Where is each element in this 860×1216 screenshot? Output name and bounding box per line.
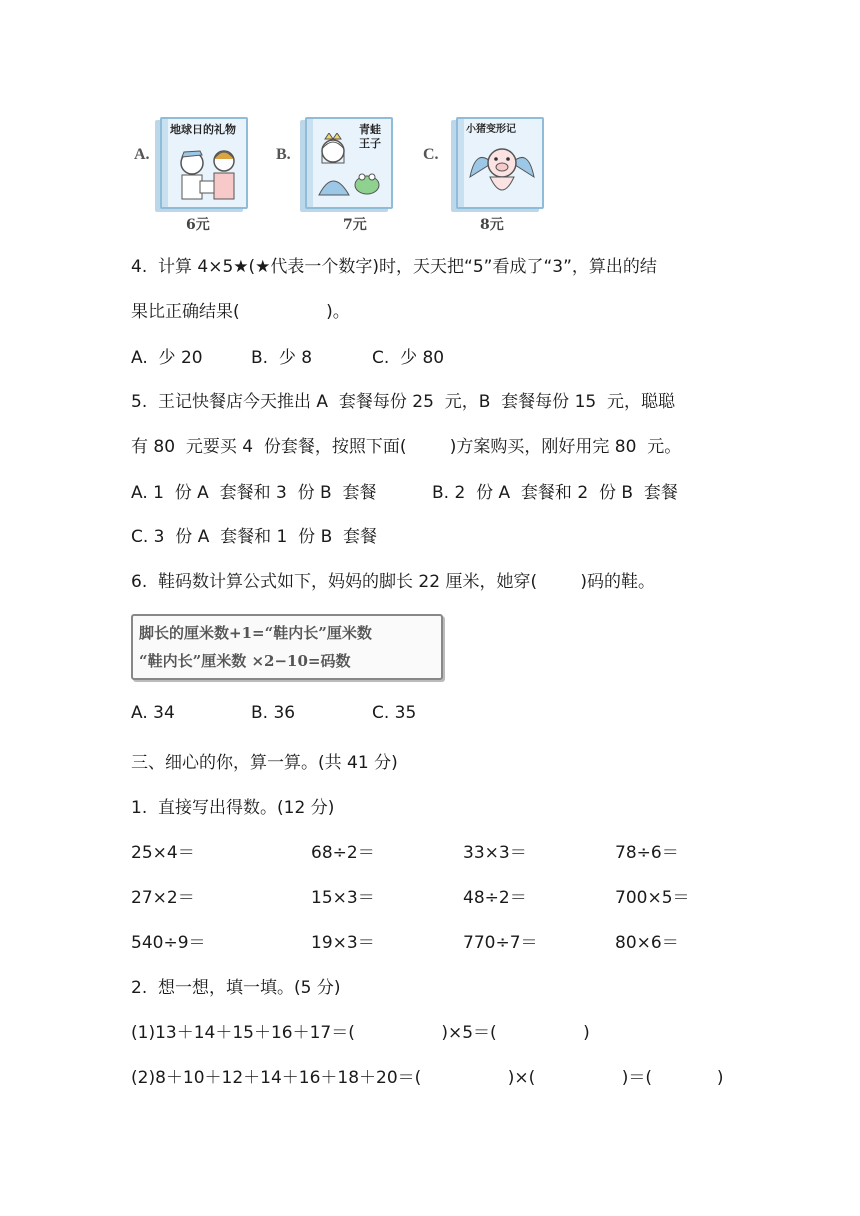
q6-option-a: A. 34 bbox=[131, 703, 175, 723]
q4-option-b: B. 少 8 bbox=[251, 348, 313, 368]
calc-item: 80×6＝ bbox=[615, 933, 679, 953]
calc-item: 33×3＝ bbox=[463, 843, 527, 863]
q5-stem-line1: 5. 王记快餐店今天推出 A 套餐每份 25 元，B 套餐每份 15 元，聪聪 bbox=[131, 392, 676, 412]
section3-heading: 三、细心的你，算一算。(共 41 分) bbox=[131, 753, 398, 773]
q4-option-a: A. 少 20 bbox=[131, 348, 203, 368]
calc-item: 770÷7＝ bbox=[463, 933, 538, 953]
q4-option-c: C. 少 80 bbox=[372, 348, 445, 368]
book-illustration-a bbox=[170, 141, 242, 203]
q5-stem-line2: 有 80 元要买 4 份套餐，按照下面( )方案购买，刚好用完 80 元。 bbox=[131, 437, 682, 457]
formula-line-2: “鞋内长”厘米数 ×2−10=码数 bbox=[139, 652, 351, 670]
choice-label-a: A. bbox=[134, 146, 150, 163]
calc-item: 540÷9＝ bbox=[131, 933, 206, 953]
book-cover-c bbox=[456, 117, 544, 209]
book-illustration-b bbox=[315, 133, 387, 203]
choice-label-b: B. bbox=[276, 146, 291, 163]
price-b: 7元 bbox=[343, 217, 367, 233]
calc-item: 15×3＝ bbox=[311, 888, 375, 908]
calc-item: 25×4＝ bbox=[131, 843, 195, 863]
q4-stem-line1: 4. 计算 4×5★(★代表一个数字)时，天天把“5”看成了“3”，算出的结 bbox=[131, 257, 657, 277]
choice-label-c: C. bbox=[423, 146, 439, 163]
q4-stem-line2: 果比正确结果( )。 bbox=[131, 302, 350, 322]
book-title-c: 小猪变形记 bbox=[466, 124, 516, 135]
calc-item: 48÷2＝ bbox=[463, 888, 527, 908]
section3-q2-title: 2. 想一想，填一填。(5 分) bbox=[131, 978, 341, 998]
book-title-b: 青蛙 王子 bbox=[359, 123, 381, 150]
calc-item: 19×3＝ bbox=[311, 933, 375, 953]
price-a: 6元 bbox=[186, 217, 210, 233]
calc-item: 68÷2＝ bbox=[311, 843, 375, 863]
calc-item: 27×2＝ bbox=[131, 888, 195, 908]
q6-option-b: B. 36 bbox=[251, 703, 296, 723]
q5-option-b: B. 2 份 A 套餐和 2 份 B 套餐 bbox=[432, 483, 678, 503]
shoe-size-formula-box bbox=[131, 614, 443, 680]
book-illustration-c bbox=[466, 137, 538, 203]
book-cover-b bbox=[305, 117, 393, 209]
q6-stem: 6. 鞋码数计算公式如下，妈妈的脚长 22 厘米，她穿( )码的鞋。 bbox=[131, 572, 655, 592]
calc-item: 78÷6＝ bbox=[615, 843, 679, 863]
q5-option-c: C. 3 份 A 套餐和 1 份 B 套餐 bbox=[131, 527, 378, 547]
section3-q1-title: 1. 直接写出得数。(12 分) bbox=[131, 798, 335, 818]
price-c: 8元 bbox=[480, 217, 504, 233]
calc-item: 700×5＝ bbox=[615, 888, 690, 908]
book-title-a: 地球日的礼物 bbox=[170, 123, 236, 136]
q6-option-c: C. 35 bbox=[372, 703, 417, 723]
book-cover-a bbox=[160, 117, 248, 209]
fill-blank-1: (1)13＋14＋15＋16＋17＝( )×5＝( ) bbox=[131, 1023, 590, 1043]
q5-option-a: A. 1 份 A 套餐和 3 份 B 套餐 bbox=[131, 483, 377, 503]
formula-line-1: 脚长的厘米数+1=“鞋内长”厘米数 bbox=[139, 624, 372, 642]
fill-blank-2: (2)8＋10＋12＋14＋16＋18＋20＝( )×( )＝( ) bbox=[131, 1068, 724, 1088]
